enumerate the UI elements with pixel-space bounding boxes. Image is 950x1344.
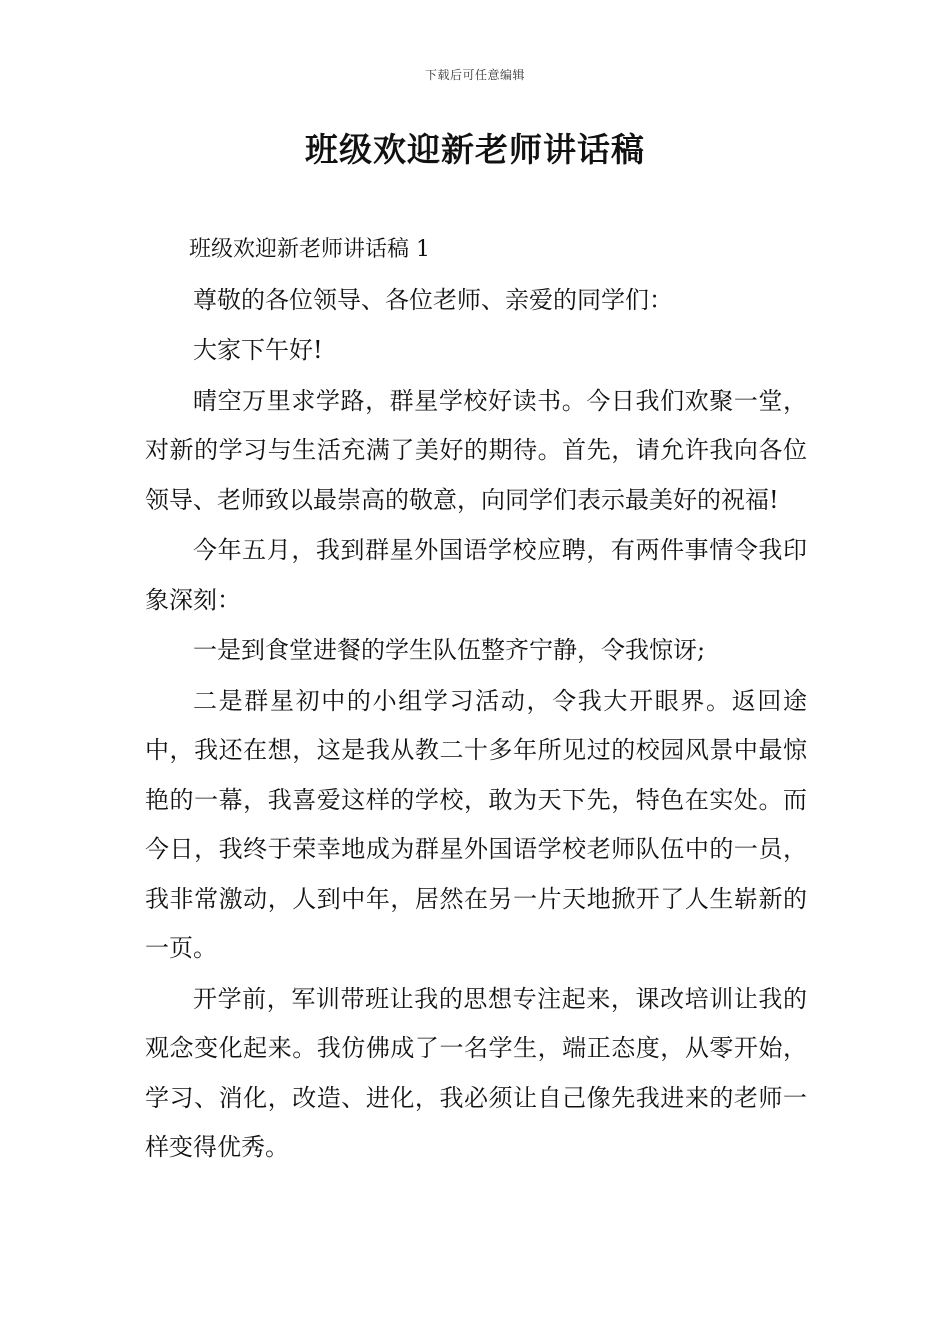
greeting: 大家下午好! [193, 336, 323, 364]
paragraph: 一是到食堂进餐的学生队伍整齐宁静，令我惊讶; [193, 636, 706, 664]
paragraph: 开学前，军训带班让我的思想专注起来，课改培训让我的观念变化起来。我仿佛成了一名学生，端正态度，从零开始，学习、消化，改造、进化，我必须让自己像先我进来的老师一样变得优秀。 [145, 984, 807, 1161]
paragraph: 二是群星初中的小组学习活动，令我大开眼界。返回途中，我还在想，这是我从教二十多年所见过的校园风景中最惊艳的一幕，我喜爱这样的学校，敢为天下先，特色在实处。而今日，我终于荣幸地成为群星外国语学校老师队伍中的一员，我非常激动，人到中年，居然在另一片天地掀开了人生崭新的一页。 [145, 686, 807, 962]
paragraph: 晴空万里求学路，群星学校好读书。今日我们欢聚一堂，对新的学习与生活充满了美好的期待。首先，请允许我向各位领导、老师致以最崇高的敬意，向同学们表示最美好的祝福! [145, 386, 807, 514]
header-note: 下载后可任意编辑 [424, 68, 525, 82]
section-heading: 班级欢迎新老师讲话稿 1 [189, 237, 430, 262]
document-title: 班级欢迎新老师讲话稿 [305, 130, 645, 169]
salutation: 尊敬的各位领导、各位老师、亲爱的同学们： [193, 285, 673, 314]
document-body [145, 225, 807, 1174]
paragraph: 今年五月，我到群星外国语学校应聘，有两件事情令我印象深刻： [145, 536, 807, 614]
